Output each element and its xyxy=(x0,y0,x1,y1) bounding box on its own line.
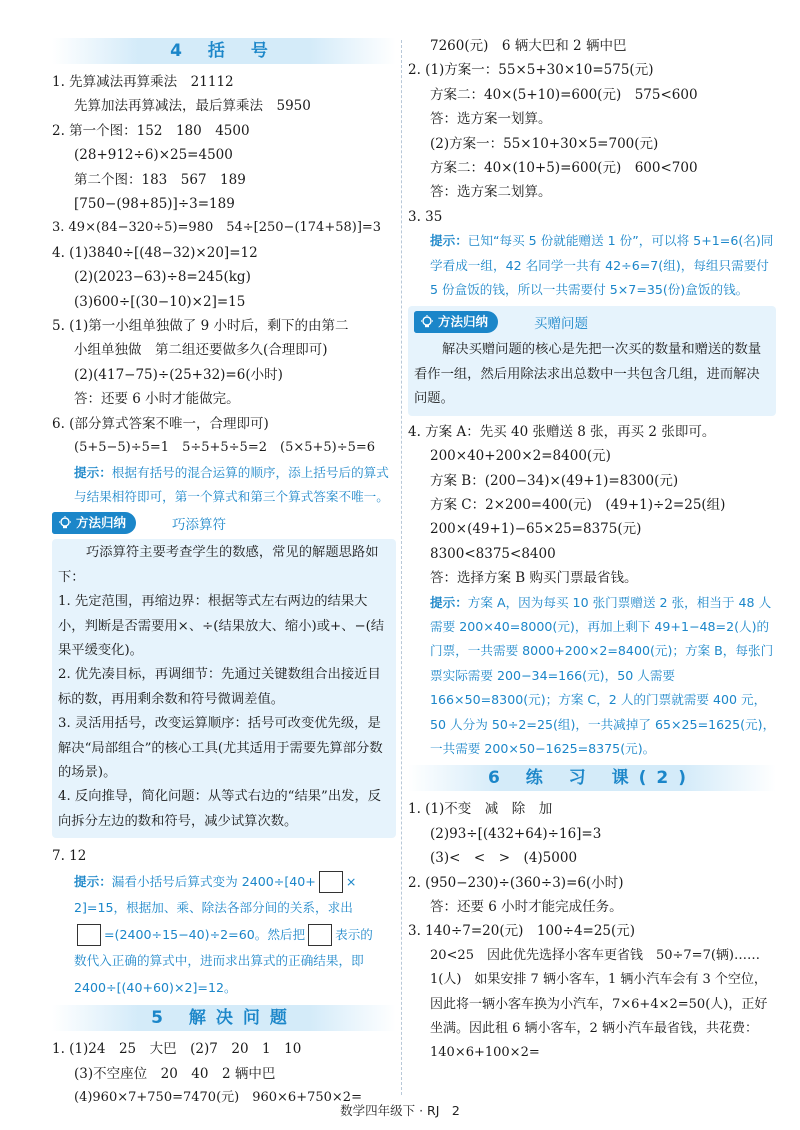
s6q3-line1: 3. 140÷7=20(元) 100÷4=25(元) xyxy=(408,923,636,940)
method-point-3: 3. 灵活用括号，改变运算顺序：括号可改变优先级，是解决“局部组合”的核心工具(尤其适用于需要先算部分数的场景)。 xyxy=(58,716,383,780)
q5-line1: 5. (1)第一小组单独做了 9 小时后，剩下的由第二 xyxy=(52,318,349,335)
tip-text: 数代入正确的算式中，进而求出算式的正确结果，即 2400÷[(40+60)×2]=12。 xyxy=(74,953,364,995)
s6q3-text: 20<25 因此优先选择小客车更省钱 50÷7=7(辆)……1(人) 如果安排 7 辆小客车，1 辆小汽车会有 3 个空位，因此将一辆小客车换为小汽车，7×6+4×2=50(人)，正好坐满。因此租 6 辆小客车，2 辆小汽车最省钱，共花费：140×6+100×2= xyxy=(430,947,768,1061)
q4-line2: (2)(2023−63)÷8=245(kg) xyxy=(74,269,251,286)
method-badge xyxy=(414,311,498,333)
blank-box xyxy=(77,924,101,946)
method-intro: 巧添算符主要考查学生的数感，常见的解题思路如下： xyxy=(58,545,379,585)
method-title: 巧添算符 xyxy=(172,517,227,534)
s5q1-line1: 1. (1)24 25 大巴 (2)7 20 1 10 xyxy=(52,1041,302,1058)
q2-line2: (28+912÷6)×25=4500 xyxy=(74,147,233,164)
r4-line2: 200×40+200×2=8400(元) xyxy=(430,448,611,465)
s5q1-line2: (3)不空座位 20 40 2 辆中巴 xyxy=(74,1065,276,1082)
s6q1-line2: (2)93÷[(432+64)÷16]=3 xyxy=(430,825,602,842)
r4-line6: 8300<8375<8400 xyxy=(430,545,556,562)
blank-box xyxy=(308,924,332,946)
q2-line4: [750−(98+85)]÷3=189 xyxy=(74,196,235,213)
q6-tip xyxy=(52,461,396,510)
tip-text: 2]=15，根据加、乘、除法各部分间的关系，求出 xyxy=(74,900,353,916)
right-column xyxy=(408,34,776,1066)
method-box-right xyxy=(408,306,776,415)
tip-label: 提示： xyxy=(430,233,468,249)
q4-line3: (3)600÷[(30−10)×2]=15 xyxy=(74,293,246,310)
left-column xyxy=(52,34,396,1110)
r2-line4: (2)方案一：55×10+30×5=700(元) xyxy=(430,135,659,152)
q1-line1: 1. 先算减法再算乘法 21112 xyxy=(52,74,234,90)
q5-line2: 小组单独做 第二组还要做多久(合理即可) xyxy=(74,342,328,359)
tip-text: 已知“每买 5 份就能赠送 1 份”，可以将 5+1=6(名)同学看成一组，42 名同学一共有 42÷6=7(组)，每组只需要付 5 份盒饭的钱，所以一共需要付 5×7=35(份)盒饭的钱。 xyxy=(430,233,774,298)
method-badge-label: 方法归纳 xyxy=(76,515,127,531)
method-point-4: 4. 反向推导，简化问题：从等式右边的“结果”出发，反向拆分左边的数和符号，减少试算次数。 xyxy=(58,789,382,829)
s6q1-line1: 1. (1)不变 减 除 加 xyxy=(408,801,553,818)
method-header xyxy=(414,310,770,334)
s5q1-line3: (4)960×7+750=7470(元) 960×6+750×2= xyxy=(74,1089,362,1105)
r4-line5: 200×(49+1)−65×25=8375(元) xyxy=(430,521,642,538)
lightbulb-icon xyxy=(58,516,72,530)
r2-line6: 答：选方案二划算。 xyxy=(430,184,552,201)
r3-line: 3. 35 xyxy=(408,208,443,225)
method-point-2: 2. 优先凑目标，再调细节：先通过关键数组合出接近目标的数，再用剩余数和符号微调差值。 xyxy=(58,667,381,707)
method-header xyxy=(52,511,396,535)
column-divider xyxy=(401,40,402,1095)
section-4-title: 4 括 号 xyxy=(52,38,396,64)
s6q1-line3: (3)< < > (4)5000 xyxy=(430,850,578,867)
method-title: 买赠问题 xyxy=(534,316,589,333)
r2-line3: 答：选方案一划算。 xyxy=(430,111,552,128)
r3-tip xyxy=(408,229,776,302)
q5-line4: 答：还要 6 小时才能做完。 xyxy=(74,391,240,408)
q7-line: 7. 12 xyxy=(52,848,87,865)
method-box xyxy=(52,539,396,838)
r4-tip xyxy=(408,591,776,762)
q6-line2: (5+5−5)÷5=1 5÷5+5÷5=2 (5×5+5)÷5=6 xyxy=(74,440,376,456)
q7-tip xyxy=(52,869,396,1002)
q6-line1: 6. (部分算式答案不唯一，合理即可) xyxy=(52,415,269,432)
q2-line3: 第二个图：183 567 189 xyxy=(74,171,246,188)
r4-line3: 方案 B：(200−34)×(49+1)=8300(元) xyxy=(430,472,679,489)
r4-line4: 方案 C：2×200=400(元) (49+1)÷2=25(组) xyxy=(430,496,726,513)
section-6-title: 6 练 习 课(2) xyxy=(408,765,776,791)
s6q2-line2: 答：还要 6 小时才能完成任务。 xyxy=(430,899,623,915)
tip-text: × xyxy=(345,873,357,889)
s6q2-line1: 2. (950−230)÷(360÷3)=6(小时) xyxy=(408,874,624,891)
r4-line7: 答：选择方案 B 购买门票最省钱。 xyxy=(430,570,638,587)
r-line1: 7260(元) 6 辆大巴和 2 辆中巴 xyxy=(430,38,627,54)
tip-text: =(2400÷15−40)÷2=60。然后把 xyxy=(104,926,306,942)
q1-line2: 先算加法再算减法，最后算乘法 5950 xyxy=(74,98,311,115)
q4-line1: 4. (1)3840÷[(48−32)×20]=12 xyxy=(52,244,258,261)
r2-line5: 方案二：40×(10+5)=600(元) 600<700 xyxy=(430,160,698,177)
tip-text: 方案 A，因为每买 10 张门票赠送 2 张，相当于 48 人需要 200×40=8000(元)，再加上剩下 49+1−48=2(人)的门票，一共需要 8000+200×2=8400(元)；方案 B，每张门票实际需要 200−34=166(元)，50 人需要 166×50=8300(元)；方案 C，2 人的门票就需要 400 元，50 人分为 50÷2=25(组)，一共减掉了 65×25=1625(元)，一共需要 200×50−1625=8375(元)。 xyxy=(430,594,776,756)
method-point-1: 1. 先定范围，再缩边界：根据等式左右两边的结果大小，判断是否需要用×、÷(结果放大、缩小)或+、−(结果平缓变化)。 xyxy=(58,594,385,658)
blank-box xyxy=(319,871,343,893)
q2-line1: 2. 第一个图：152 180 4500 xyxy=(52,122,250,139)
tip-text: 表示的 xyxy=(335,926,373,942)
section-5-title: 5 解决问题 xyxy=(52,1005,396,1031)
tip-label: 提示： xyxy=(74,464,112,480)
method-badge-label: 方法归纳 xyxy=(438,314,489,330)
r2-line2: 方案二：40×(5+10)=600(元) 575<600 xyxy=(430,86,698,103)
lightbulb-icon xyxy=(420,315,434,329)
method-badge xyxy=(52,512,136,534)
tip-label: 提示： xyxy=(430,594,468,610)
page-footer: 数学四年级下 · RJ 2 xyxy=(340,1103,460,1118)
r4-line1: 4. 方案 A：先买 40 张赠送 8 张，再买 2 张即可。 xyxy=(408,423,716,440)
tip-text: 漏看小括号后算式变为 2400÷[40+ xyxy=(111,873,316,889)
method-text: 解决买赠问题的核心是先把一次买的数量和赠送的数量看作一组，然后用除法求出总数中一共包含几组，进而解决问题。 xyxy=(414,342,762,407)
tip-text: 根据有括号的混合运算的顺序，添上括号后的算式与结果相符即可，第一个算式和第三个算式答案不唯一。 xyxy=(74,464,389,504)
r2-line1: 2. (1)方案一：55×5+30×10=575(元) xyxy=(408,62,654,79)
q3-line: 3. 49×(84−320÷5)=980 54÷[250−(174+58)]=3 xyxy=(52,220,382,236)
tip-label: 提示： xyxy=(74,873,112,889)
q5-line3: (2)(417−75)÷(25+32)=6(小时) xyxy=(74,366,283,383)
